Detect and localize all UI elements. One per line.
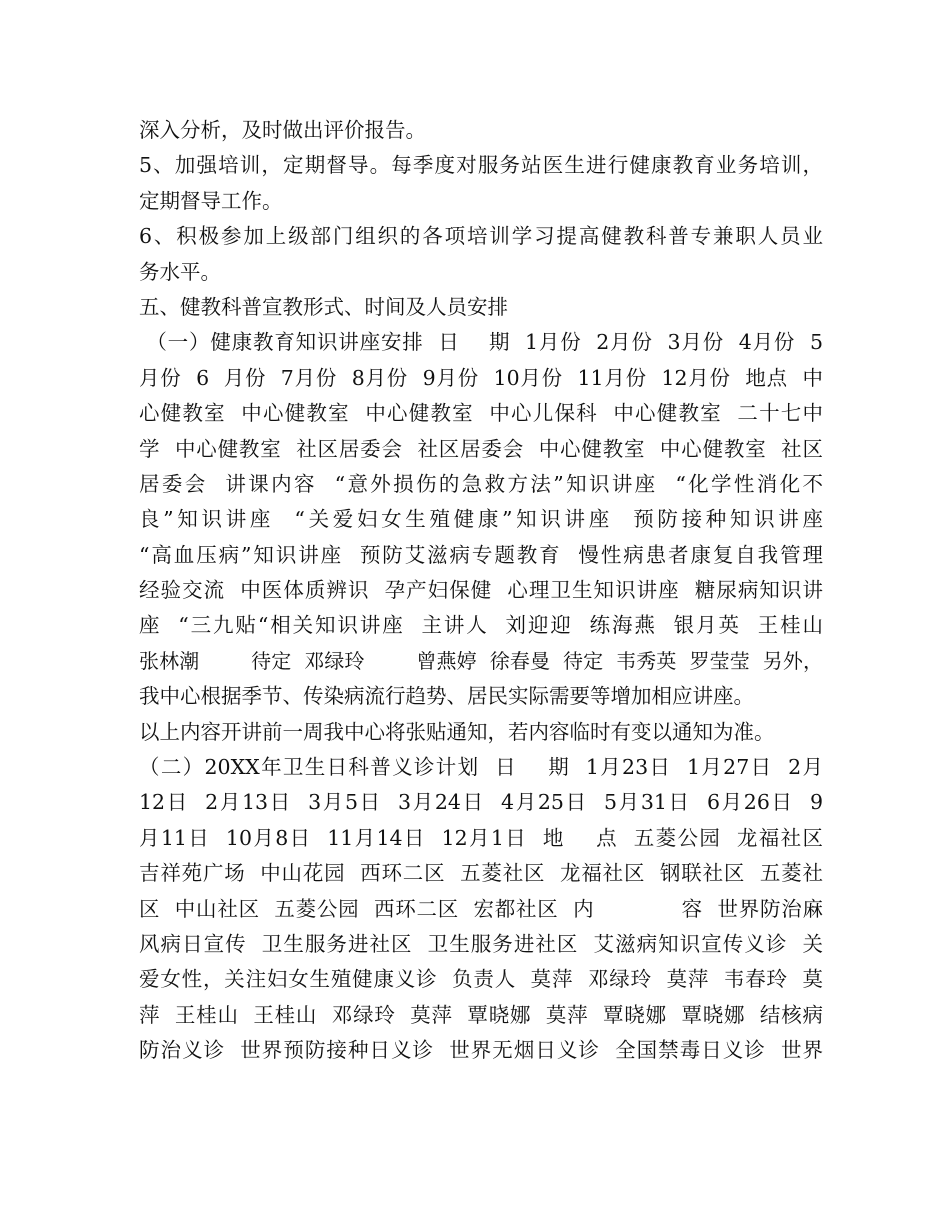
text-line: 座 “三九贴“相关知识讲座 主讲人 刘迎迎 练海燕 银月英 王桂山	[139, 613, 823, 638]
section-heading: 五、健教科普宣教形式、时间及人员安排	[139, 294, 508, 319]
text-line: 月11日 10月8日 11月14日 12月1日 地 点 五菱公园 龙福社区	[139, 825, 823, 850]
text-line: 以上内容开讲前一周我中心将张贴通知，若内容临时有变以通知为准。	[139, 719, 775, 744]
text-line: 务水平。	[139, 259, 221, 284]
text-line: 5、加强培训，定期督导。每季度对服务站医生进行健康教育业务培训，	[139, 153, 823, 178]
text-line: 学 中心健教室 社区居委会 社区居委会 中心健教室 中心健教室 社区	[139, 436, 823, 461]
text-line: 定期督导工作。	[139, 188, 283, 213]
text-line: 6、积极参加上级部门组织的各项培训学习提高健教科普专兼职人员业	[139, 224, 823, 249]
text-line: （一）健康教育知识讲座安排 日 期 1月份 2月份 3月份 4月份 5	[139, 330, 823, 355]
text-line: 区 中山社区 五菱公园 西环二区 宏都社区 内 容 世界防治麻	[139, 896, 823, 921]
text-line: 张林潮 待定 邓绿玲 曾燕婷 徐春曼 待定 韦秀英 罗莹莹 另外，	[139, 648, 823, 673]
text-line: 我中心根据季节、传染病流行趋势、居民实际需要等增加相应讲座。	[139, 684, 754, 709]
text-line: 经验交流 中医体质辨识 孕产妇保健 心理卫生知识讲座 糖尿病知识讲	[139, 578, 823, 603]
text-line: 防治义诊 世界预防接种日义诊 世界无烟日义诊 全国禁毒日义诊 世界	[139, 1038, 823, 1063]
text-line: 萍 王桂山 王桂山 邓绿玲 莫萍 覃晓娜 莫萍 覃晓娜 覃晓娜 结核病	[139, 1002, 823, 1027]
text-line: 爱女性，关注妇女生殖健康义诊 负责人 莫萍 邓绿玲 莫萍 韦春玲 莫	[139, 967, 823, 992]
text-line: 12日 2月13日 3月5日 3月24日 4月25日 5月31日 6月26日 9	[139, 790, 823, 815]
text-line: 月份 6 月份 7月份 8月份 9月份 10月份 11月份 12月份 地点 中	[139, 365, 823, 390]
document-body	[139, 113, 823, 1069]
text-line: 吉祥苑广场 中山花园 西环二区 五菱社区 龙福社区 钢联社区 五菱社	[139, 861, 823, 886]
text-line: 居委会 讲课内容 “意外损伤的急救方法”知识讲座 “化学性消化不	[139, 471, 823, 496]
text-line: 良”知识讲座 “关爱妇女生殖健康”知识讲座 预防接种知识讲座	[139, 507, 823, 532]
text-line: （二）20XX年卫生日科普义诊计划 日 期 1月23日 1月27日 2月	[139, 755, 823, 780]
text-line: 风病日宣传 卫生服务进社区 卫生服务进社区 艾滋病知识宣传义诊 关	[139, 931, 823, 956]
text-line: “高血压病”知识讲座 预防艾滋病专题教育 慢性病患者康复自我管理	[139, 542, 823, 567]
text-line: 深入分析，及时做出评价报告。	[139, 118, 426, 142]
text-line: 心健教室 中心健教室 中心健教室 中心儿保科 中心健教室 二十七中	[139, 401, 823, 426]
